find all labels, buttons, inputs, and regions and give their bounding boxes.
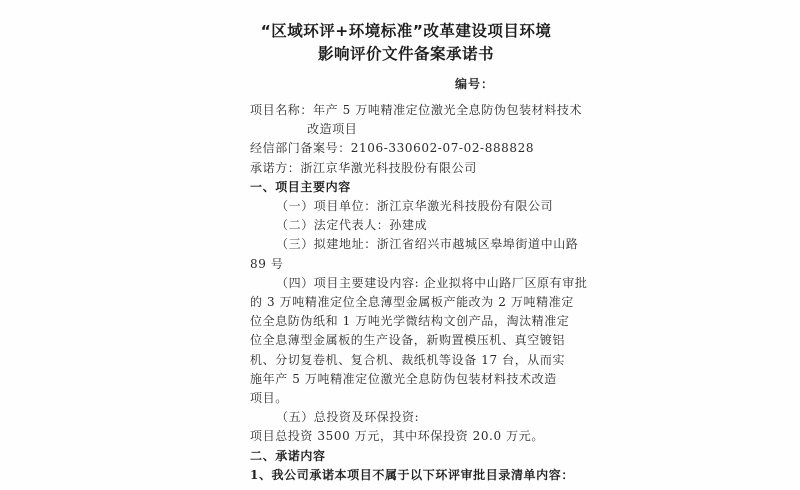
document-content	[250, 20, 588, 485]
line-commitment-item-1: 1、我公司承诺本项目不属于以下环评审批目录清单内容：	[250, 467, 574, 482]
line-legal-representative: （二）法定代表人：孙建成	[276, 218, 428, 233]
heading-section-1: 一、项目主要内容	[250, 179, 351, 194]
line-proposed-address: （三）拟建地址：浙江省绍兴市越城区皋埠街道中山路	[276, 237, 579, 252]
document-title	[250, 20, 562, 66]
line-investment-label: （五）总投资及环保投资:	[276, 410, 420, 425]
line-address-cont: 89 号	[250, 256, 284, 271]
line-investment-amount: 项目总投资 3500 万元，其中环保投资 20.0 万元。	[250, 429, 544, 444]
line-construction-content-7: 项目。	[250, 391, 288, 406]
line-construction-content-2: 的 3 万吨精准定位全息薄型金属板产能改为 2 万吨精准定	[250, 295, 574, 310]
line-project-name-cont: 改造项目	[307, 122, 358, 137]
document-title-line-2: 影响评价文件备案承诺书	[317, 45, 494, 63]
line-project-unit: （一）项目单位：浙江京华激光科技股份有限公司	[276, 199, 554, 214]
line-construction-content-6: 施年产 5 万吨精准定位激光全息防伪包装材料技术改造	[250, 371, 557, 386]
line-construction-content-3: 位全息防伪纸和 1 万吨光学微结构文创产品，淘汰精准定	[250, 314, 570, 329]
line-filing-number: 经信部门备案号：2106-330602-07-02-888828	[250, 141, 535, 156]
line-project-name: 项目名称：年产 5 万吨精准定位激光全息防伪包装材料技术	[250, 103, 583, 117]
line-committer: 承诺方：浙江京华激光科技股份有限公司	[250, 160, 477, 175]
serial-number-label: 编号：	[455, 77, 495, 91]
heading-section-2: 二、承诺内容	[250, 448, 326, 463]
line-construction-content-1: （四）项目主要建设内容: 企业拟将中山路厂区原有审批	[276, 275, 588, 290]
line-construction-content-4: 位全息薄型金属板的生产设备，新购置模压机、真空镀铝	[250, 333, 566, 348]
document-body	[250, 101, 588, 485]
line-construction-content-5: 机、分切复卷机、复合机、裁纸机等设备 17 台，从而实	[250, 352, 566, 367]
document-title-line-1: “区域环评+环境标准”改革建设项目环境	[260, 22, 552, 40]
